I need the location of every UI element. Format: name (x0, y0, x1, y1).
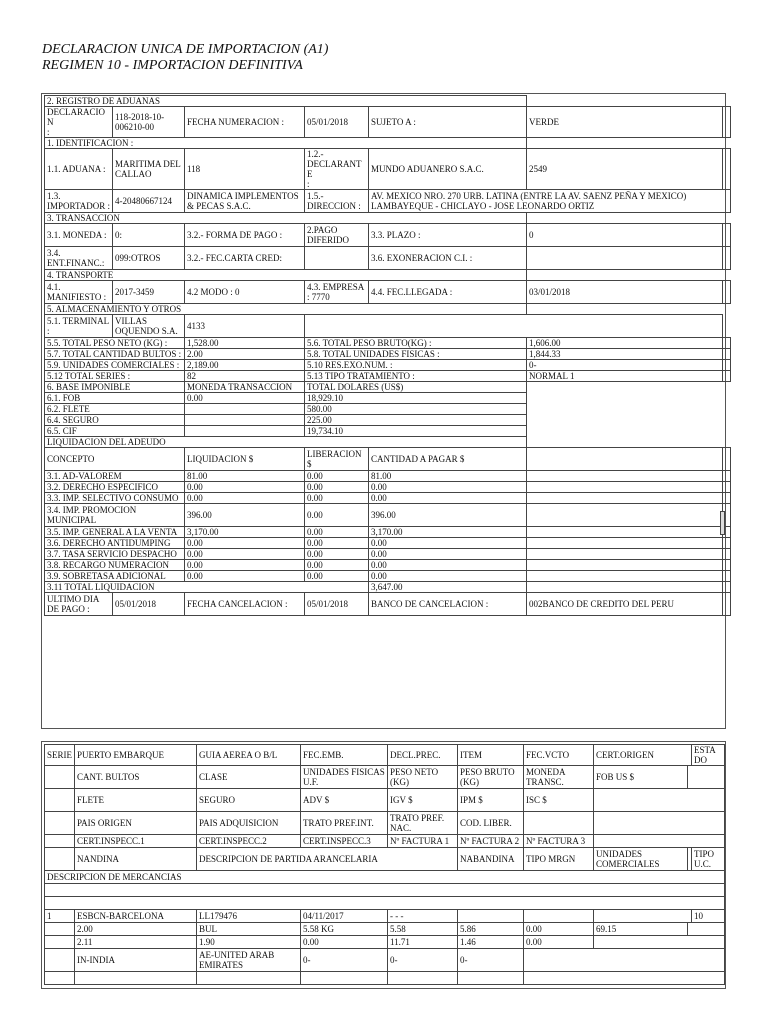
table-row (45, 360, 731, 371)
table-cell (723, 560, 731, 571)
table-cell (527, 527, 723, 538)
table-row (45, 897, 725, 910)
table-cell: FECHA CANCELACION : (185, 593, 305, 616)
table-cell (723, 349, 731, 360)
table-cell: SEGURO (197, 789, 301, 812)
table-cell (723, 571, 731, 582)
table-cell: CANTIDAD A PAGAR $ (369, 448, 527, 471)
table-row (45, 448, 731, 471)
scrollbar-thumb[interactable] (720, 511, 725, 535)
table-cell (723, 247, 731, 270)
table-cell: 0.00 (301, 936, 388, 949)
table-cell (723, 549, 731, 560)
table-cell: CERT.ORIGEN (594, 745, 692, 766)
table-cell: 5.10 RES.EXO.NUM. : (305, 360, 527, 371)
table-cell: ADV $ (301, 789, 388, 812)
table-row (45, 527, 731, 538)
table-cell (527, 549, 723, 560)
table-cell: 3.3. IMP. SELECTIVO CONSUMO (45, 493, 185, 504)
table-cell: ESBCN-BARCELONA (75, 910, 197, 923)
table-cell: 0.00 (369, 482, 527, 493)
table-cell: PESO NETO (KG) (388, 766, 458, 789)
table-cell: 3.7. TASA SERVICIO DESPACHO (45, 549, 185, 560)
table-cell: PESO BRUTO (KG) (458, 766, 524, 789)
table-cell: 1,606.00 (527, 338, 723, 349)
table-cell (594, 835, 725, 848)
table-row (45, 338, 731, 349)
table-cell: 5.13 TIPO TRATAMIENTO : (305, 371, 527, 382)
table-cell: 1. IDENTIFICACION : (45, 138, 527, 149)
table-cell (524, 910, 594, 923)
table-cell: 5.1. TERMINAL : (45, 315, 113, 338)
table-row (45, 349, 731, 360)
table-cell: 5.58 (388, 923, 458, 936)
table-cell: 3.1. AD-VALOREM (45, 471, 185, 482)
table-cell (75, 972, 197, 985)
table-cell: 0.00 (305, 471, 369, 482)
table-row (45, 923, 725, 936)
table-cell (723, 538, 731, 549)
table-cell: 81.00 (185, 471, 305, 482)
table-cell: 1,528.00 (185, 338, 305, 349)
table-cell: 3.6. EXONERACION C.I. : (369, 247, 527, 270)
table-cell: 2017-3459 (113, 281, 185, 304)
table-row (45, 96, 731, 107)
table-cell: 03/01/2018 (527, 281, 723, 304)
table-cell (527, 448, 723, 471)
table-cell: 1.5.- DIRECCION : (305, 190, 369, 213)
table-row (45, 270, 731, 281)
table-cell: 05/01/2018 (305, 107, 369, 138)
table-cell: LIQUIDACION DEL ADEUDO (45, 437, 527, 448)
table-cell: CLASE (197, 766, 301, 789)
table-cell (527, 247, 723, 270)
table-cell: 81.00 (369, 471, 527, 482)
table-cell (458, 910, 524, 923)
table-cell: 580.00 (305, 404, 527, 415)
table-cell: 225.00 (305, 415, 527, 426)
table-cell: 05/01/2018 (305, 593, 369, 616)
table-cell: 0.00 (369, 538, 527, 549)
table-row (45, 371, 731, 382)
table-cell: 0- (458, 949, 524, 972)
table-cell: UNIDADES COMERCIALES (594, 848, 688, 871)
table-cell: AE-UNITED ARAB EMIRATES (197, 949, 301, 972)
table-row (45, 471, 731, 482)
table-cell: 2.PAGO DIFERIDO (305, 224, 369, 247)
table-cell: MARITIMA DEL CALLAO (113, 149, 185, 190)
table-cell: 3.5. IMP. GENERAL A LA VENTA (45, 527, 185, 538)
table-row (45, 415, 731, 426)
table-cell (524, 949, 725, 972)
table-cell: 3.3. PLAZO : (369, 224, 527, 247)
table-cell: TIPO MRGN (524, 848, 594, 871)
table-cell: 099:OTROS (113, 247, 185, 270)
table-row (45, 213, 731, 224)
table-cell: 3.4. IMP. PROMOCION MUNICIPAL (45, 504, 185, 527)
table-cell (723, 471, 731, 482)
table-cell: 6. BASE IMPONIBLE (45, 382, 185, 393)
table-cell: TOTAL DOLARES (US$) (305, 382, 527, 393)
table-cell: LL179476 (197, 910, 301, 923)
table-row (45, 910, 725, 923)
table-cell: CANT. BULTOS (75, 766, 197, 789)
table-cell: 0.00 (369, 493, 527, 504)
table-cell: NANDINA (75, 848, 197, 871)
table-cell: 5.6. TOTAL PESO BRUTO(KG) : (305, 338, 527, 349)
table-cell: 118-2018-10- 006210-00 (113, 107, 185, 138)
table-cell (723, 338, 731, 349)
table-row (45, 549, 731, 560)
table-cell (45, 812, 75, 835)
table-row (45, 972, 725, 985)
table-cell: 5.5. TOTAL PESO NETO (KG) : (45, 338, 185, 349)
table-cell: FEC.EMB. (301, 745, 388, 766)
table-cell (527, 538, 723, 549)
table-cell: GUIA AEREA O B/L (197, 745, 301, 766)
table-cell: Nº FACTURA 2 (458, 835, 524, 848)
table-cell (688, 923, 725, 936)
table-row (45, 426, 731, 437)
document-title: DECLARACION UNICA DE IMPORTACION (A1) (42, 42, 329, 57)
table-cell: CERT.INSPECC.1 (75, 835, 197, 848)
table-cell (723, 493, 731, 504)
table-cell: LIBERACION $ (305, 448, 369, 471)
table-cell (45, 884, 725, 897)
table-cell: 1.1. ADUANA : (45, 149, 113, 190)
table-cell: ULTIMO DIA DE PAGO : (45, 593, 113, 616)
table-cell: 0.00 (305, 527, 369, 538)
table-row (45, 789, 725, 812)
table-cell: 3,170.00 (185, 527, 305, 538)
table-cell: FOB US $ (594, 766, 688, 789)
table-cell: VILLAS OQUENDO S.A. (113, 315, 185, 338)
table-cell: TIPO U.C. (692, 848, 725, 871)
table-cell: MONEDA TRANSACCION (185, 382, 305, 393)
table-cell: 0.00 (185, 482, 305, 493)
table-cell: 2. REGISTRO DE ADUANAS (45, 96, 527, 107)
table-cell: 69.15 (594, 923, 688, 936)
document-subtitle: REGIMEN 10 - IMPORTACION DEFINITIVA (42, 58, 303, 73)
table-cell: FEC.VCTO (524, 745, 594, 766)
series-table (44, 744, 725, 985)
table-cell: CONCEPTO (45, 448, 185, 471)
table-cell: 6.4. SEGURO (45, 415, 185, 426)
table-cell: 5.86 (458, 923, 524, 936)
table-row (45, 571, 731, 582)
table-cell (594, 812, 725, 835)
table-cell: 1.90 (197, 936, 301, 949)
table-cell: UNIDADES FISICAS U.F. (301, 766, 388, 789)
table-cell: 3.8. RECARGO NUMERACION (45, 560, 185, 571)
table-cell: 118 (185, 149, 305, 190)
table-cell: TRATO PREF. NAC. (388, 812, 458, 835)
table-cell: DECLARACION : (45, 107, 113, 138)
table-cell: 1.3. IMPORTADOR : (45, 190, 113, 213)
table-cell: BUL (197, 923, 301, 936)
table-cell: PAIS ORIGEN (75, 812, 197, 835)
table-cell: 3.4. ENT.FINANC.: (45, 247, 113, 270)
table-cell (723, 149, 731, 190)
table-cell: 2.00 (185, 349, 305, 360)
table-cell: ITEM (458, 745, 524, 766)
table-row (45, 949, 725, 972)
table-cell: 0.00 (185, 549, 305, 560)
table-cell: AV. MEXICO NRO. 270 URB. LATINA (ENTRE LA AV. SAENZ PEÑA Y MEXICO) LAMBAYEQUE - CHICLAYO - JOSE LEONARDO ORTIZ (369, 190, 731, 213)
table-row (45, 190, 731, 213)
table-cell (197, 972, 301, 985)
table-cell: 2549 (527, 149, 723, 190)
table-cell (723, 107, 731, 138)
table-cell: 5.8. TOTAL UNIDADES FISICAS : (305, 349, 527, 360)
table-cell: 5.7. TOTAL CANTIDAD BULTOS : (45, 349, 185, 360)
table-cell (723, 482, 731, 493)
table-cell: 4-20480667124 (113, 190, 185, 213)
table-cell (527, 482, 723, 493)
table-cell (723, 593, 731, 616)
table-cell: 3,647.00 (369, 582, 527, 593)
table-cell: 0.00 (185, 538, 305, 549)
table-cell: ESTADO (692, 745, 725, 766)
table-row (45, 538, 731, 549)
table-row (45, 107, 731, 138)
table-cell: 1.2.- DECLARANTE : (305, 149, 369, 190)
table-cell: IPM $ (458, 789, 524, 812)
table-cell (45, 766, 75, 789)
table-cell: 2.00 (75, 923, 197, 936)
table-cell: 5.12 TOTAL SERIES : (45, 371, 185, 382)
table-cell (594, 910, 692, 923)
table-cell: 3.6. DERECHO ANTIDUMPING (45, 538, 185, 549)
table-cell: 002BANCO DE CREDITO DEL PERU (527, 593, 723, 616)
table-cell: PAIS ADQUISICION (197, 812, 301, 835)
table-row (45, 593, 731, 616)
table-cell: 3.9. SOBRETASA ADICIONAL (45, 571, 185, 582)
table-cell: 3.1. MONEDA : (45, 224, 113, 247)
table-cell: 0.00 (305, 571, 369, 582)
table-cell: 4.4. FEC.LLEGADA : (369, 281, 527, 304)
table-cell: DECL.PREC. (388, 745, 458, 766)
table-cell: FECHA NUMERACION : (185, 107, 305, 138)
table-cell (185, 404, 305, 415)
table-cell: 82 (185, 371, 305, 382)
table-cell: 0: (113, 224, 185, 247)
table-cell: 5.9. UNIDADES COMERCIALES : (45, 360, 185, 371)
table-cell: Nº FACTURA 3 (524, 835, 594, 848)
table-cell: MUNDO ADUANERO S.A.C. (369, 149, 527, 190)
table-cell: 0.00 (185, 493, 305, 504)
table-cell: 6.2. FLETE (45, 404, 185, 415)
table-row (45, 224, 731, 247)
table-cell: COD. LIBER. (458, 812, 524, 835)
table-cell: 5.58 KG (301, 923, 388, 936)
table-cell (45, 897, 725, 910)
table-cell: FLETE (75, 789, 197, 812)
table-cell: 3. TRANSACCION (45, 213, 527, 224)
table-cell: 0.00 (369, 571, 527, 582)
table-cell (45, 789, 75, 812)
table-row (45, 884, 725, 897)
table-cell (301, 972, 388, 985)
table-row (45, 304, 731, 315)
table-cell (45, 835, 75, 848)
table-cell: ISC $ (524, 789, 594, 812)
table-cell: 0 (527, 224, 723, 247)
table-cell (524, 812, 594, 835)
declaration-table (44, 95, 731, 616)
table-cell: 6.1. FOB (45, 393, 185, 404)
table-cell (305, 247, 369, 270)
table-cell (723, 224, 731, 247)
table-cell (527, 560, 723, 571)
table-cell: DESCRIPCION DE PARTIDA ARANCELARIA (197, 848, 458, 871)
table-cell: MONEDA TRANSC. (524, 766, 594, 789)
table-cell: 11.71 (388, 936, 458, 949)
table-cell: 3,170.00 (369, 527, 527, 538)
table-cell: 0.00 (305, 482, 369, 493)
table-row (45, 247, 731, 270)
table-cell: 4.2 MODO : 0 (185, 281, 305, 304)
table-row (45, 493, 731, 504)
table-cell (45, 949, 75, 972)
table-cell: NABANDINA (458, 848, 524, 871)
table-cell (527, 471, 723, 482)
table-cell: 396.00 (369, 504, 527, 527)
table-cell (45, 923, 75, 936)
table-cell (527, 493, 723, 504)
table-cell: 10 (692, 910, 725, 923)
table-row (45, 437, 731, 448)
table-cell: 396.00 (185, 504, 305, 527)
table-cell: 0- (301, 949, 388, 972)
table-cell: 0.00 (305, 560, 369, 571)
table-cell (723, 360, 731, 371)
table-cell: 6.5. CIF (45, 426, 185, 437)
table-row (45, 138, 731, 149)
table-cell: 4. TRANSPORTE (45, 270, 527, 281)
table-row (45, 582, 731, 593)
table-cell: 1.46 (458, 936, 524, 949)
table-row (45, 149, 731, 190)
table-cell: 04/11/2017 (301, 910, 388, 923)
table-cell: 0.00 (524, 923, 594, 936)
table-cell (45, 848, 75, 871)
table-cell (305, 315, 723, 338)
table-cell: VERDE (527, 107, 723, 138)
table-cell: SERIE (45, 745, 75, 766)
table-cell (723, 371, 731, 382)
table-cell: 0- (527, 360, 723, 371)
table-cell: 3.11 TOTAL LIQUIDACION (45, 582, 369, 593)
table-row (45, 393, 731, 404)
table-cell: 0.00 (305, 549, 369, 560)
table-cell: 05/01/2018 (113, 593, 185, 616)
table-cell: IN-INDIA (75, 949, 197, 972)
table-cell: 0.00 (524, 936, 594, 949)
table-cell: 0.00 (185, 571, 305, 582)
table-cell: BANCO DE CANCELACION : (369, 593, 527, 616)
table-cell (723, 281, 731, 304)
table-cell: 2,189.00 (185, 360, 305, 371)
table-cell: 3.2.- FORMA DE PAGO : (185, 224, 305, 247)
table-cell: 4.1. MANIFIESTO : (45, 281, 113, 304)
table-cell: 2.11 (75, 936, 197, 949)
table-row (45, 766, 725, 789)
table-cell (388, 972, 458, 985)
table-cell: SUJETO A : (369, 107, 527, 138)
table-cell: NORMAL 1 (527, 371, 723, 382)
table-cell (723, 448, 731, 471)
table-row (45, 504, 731, 527)
table-row (45, 281, 731, 304)
table-cell: IGV $ (388, 789, 458, 812)
table-row (45, 871, 725, 884)
table-cell (527, 571, 723, 582)
table-cell (688, 766, 725, 789)
table-row (45, 482, 731, 493)
table-row (45, 812, 725, 835)
table-row (45, 848, 725, 871)
table-cell: 3.2. DERECHO ESPECIFICO (45, 482, 185, 493)
table-cell (45, 936, 75, 949)
table-cell: 3.2.- FEC.CARTA CRED: (185, 247, 305, 270)
table-row (45, 404, 731, 415)
table-cell (527, 504, 723, 527)
table-cell (524, 972, 725, 985)
table-cell (185, 415, 305, 426)
table-cell: DESCRIPCION DE MERCANCIAS (45, 871, 725, 884)
table-cell: PUERTO EMBARQUE (75, 745, 197, 766)
table-cell: 0- (388, 949, 458, 972)
table-cell: 0.00 (185, 560, 305, 571)
table-cell: 1,844.33 (527, 349, 723, 360)
table-cell: 0.00 (305, 504, 369, 527)
table-cell: DINAMICA IMPLEMENTOS & PECAS S.A.C. (185, 190, 305, 213)
table-cell (458, 972, 524, 985)
table-cell: 4.3. EMPRESA : 7770 (305, 281, 369, 304)
table-cell: TRATO PREF.INT. (301, 812, 388, 835)
table-row (45, 936, 725, 949)
table-cell: 0.00 (369, 549, 527, 560)
table-row (45, 835, 725, 848)
table-cell (185, 426, 305, 437)
table-cell: 1 (45, 910, 75, 923)
table-cell (594, 936, 725, 949)
table-cell: 0.00 (305, 538, 369, 549)
table-cell: LIQUIDACION $ (185, 448, 305, 471)
table-cell: 0.00 (369, 560, 527, 571)
table-cell (45, 972, 75, 985)
table-cell: CERT.INSPECC.2 (197, 835, 301, 848)
table-cell: 19,734.10 (305, 426, 527, 437)
table-row (45, 382, 731, 393)
table-cell: 0.00 (305, 493, 369, 504)
table-cell: Nº FACTURA 1 (388, 835, 458, 848)
table-cell: 0.00 (185, 393, 305, 404)
table-row (45, 745, 725, 766)
table-cell: 5. ALMACENAMIENTO Y OTROS (45, 304, 527, 315)
table-cell: CERT.INSPECC.3 (301, 835, 388, 848)
table-cell: 4133 (185, 315, 305, 338)
table-cell (527, 582, 723, 593)
table-cell: - - - (388, 910, 458, 923)
table-row (45, 315, 731, 338)
table-row (45, 560, 731, 571)
table-cell (594, 789, 725, 812)
table-cell (723, 582, 731, 593)
table-cell: 18,929.10 (305, 393, 527, 404)
